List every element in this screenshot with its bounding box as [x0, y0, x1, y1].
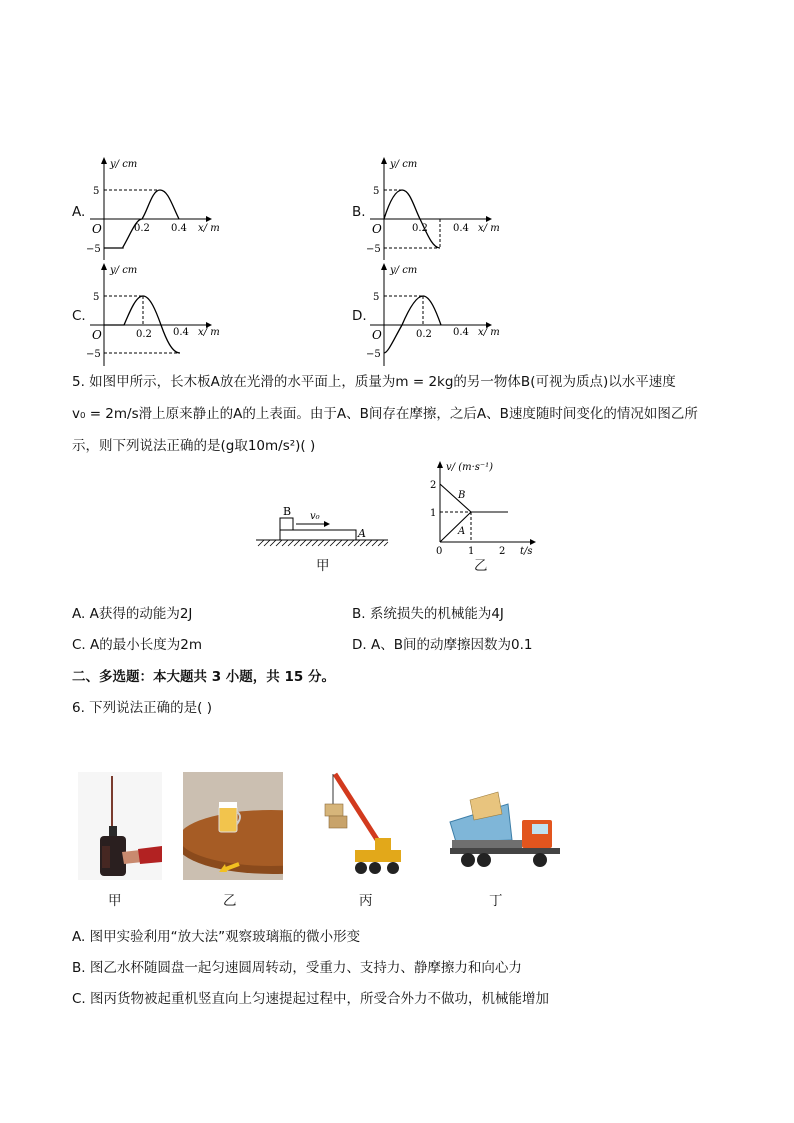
y-tick-neg5: −5: [366, 349, 381, 360]
option-d-label: D.: [352, 308, 367, 324]
x-axis-label: x/ m: [478, 327, 500, 338]
figure-yi-caption: 乙: [474, 558, 488, 574]
y-axis-label: y/ cm: [110, 159, 138, 170]
wave-graph-a: [86, 155, 236, 265]
section-2-heading: 二、多选题：本大题共 3 小题，共 15 分。: [72, 669, 335, 685]
y-tick-5: 5: [93, 186, 100, 197]
figure-yi-vt-graph: [420, 458, 550, 558]
origin-label: O: [372, 222, 382, 236]
option-b-label: B.: [352, 204, 366, 220]
x-tick-0-4: 0.4: [453, 327, 469, 338]
v-axis-label: v/ (m·s⁻¹): [446, 462, 494, 473]
origin-label: O: [92, 328, 102, 342]
y-tick-neg5: −5: [86, 244, 101, 255]
x-tick-0-4: 0.4: [171, 223, 187, 234]
q6-option-b: B. 图乙水杯随圆盘一起匀速圆周转动，受重力、支持力、静摩擦力和向心力: [72, 960, 522, 976]
q5-option-c: C. A的最小长度为2m: [72, 637, 202, 653]
y-tick-neg5: −5: [366, 244, 381, 255]
x-axis-label: x/ m: [478, 223, 500, 234]
x-tick-0-2: 0.2: [416, 329, 432, 340]
y-tick-neg5: −5: [86, 349, 101, 360]
photo-caption-jia: 甲: [108, 893, 122, 909]
wave-graph-b: [366, 155, 516, 265]
photo-bing-crane: [315, 768, 407, 880]
x-tick-0-2: 0.2: [136, 329, 152, 340]
y-axis-label: y/ cm: [390, 265, 418, 276]
x-axis-label: x/ m: [198, 327, 220, 338]
wave-graph-c: [86, 261, 236, 371]
photo-yi-turntable: [183, 772, 283, 880]
t-tick-2: 2: [499, 546, 506, 557]
x-tick-0-4: 0.4: [453, 223, 469, 234]
origin-label: O: [92, 222, 102, 236]
photo-caption-ding: 丁: [489, 893, 503, 909]
x-tick-0-2: 0.2: [412, 223, 428, 234]
v-tick-2: 2: [430, 480, 437, 491]
option-a-label: A.: [72, 204, 86, 220]
photo-caption-bing: 丙: [359, 893, 373, 909]
q5-option-d: D. A、B间的动摩擦因数为0.1: [352, 637, 533, 653]
line-a-label: A: [458, 526, 466, 537]
line-b-label: B: [458, 490, 466, 501]
v-tick-1: 1: [430, 508, 437, 519]
velocity-v0-label: v₀: [310, 511, 320, 522]
q6-option-c: C. 图丙货物被起重机竖直向上匀速提起过程中，所受合外力不做功，机械能增加: [72, 991, 550, 1007]
q5-stem-line1: 5. 如图甲所示，长木板A放在光滑的水平面上，质量为m = 2kg的另一物体B(可视为质点)以水平速度: [72, 374, 676, 390]
photo-caption-yi: 乙: [223, 893, 237, 909]
origin-label: O: [372, 328, 382, 342]
figure-jia-caption: 甲: [316, 558, 330, 574]
board-a-label: A: [358, 527, 366, 540]
q5-stem-line2: v₀ = 2m/s滑上原来静止的A的上表面。由于A、B间存在摩擦，之后A、B速度随时间变化的情况如图乙所: [72, 406, 698, 422]
y-axis-label: y/ cm: [110, 265, 138, 276]
q6-option-a: A. 图甲实验利用“放大法”观察玻璃瓶的微小形变: [72, 929, 361, 945]
q5-option-a: A. A获得的动能为2J: [72, 606, 193, 622]
x-tick-0-2: 0.2: [134, 223, 150, 234]
block-b-label: B: [283, 505, 292, 518]
y-axis-label: y/ cm: [390, 159, 418, 170]
photo-jia-bottle: [78, 772, 162, 880]
y-tick-5: 5: [373, 292, 380, 303]
origin-label: 0: [436, 546, 443, 557]
t-tick-1: 1: [468, 546, 475, 557]
y-tick-5: 5: [373, 186, 380, 197]
q5-option-b: B. 系统损失的机械能为4J: [352, 606, 504, 622]
x-axis-label: x/ m: [198, 223, 220, 234]
photo-ding-dump-truck: [448, 780, 564, 876]
t-axis-label: t/s: [520, 546, 533, 557]
q6-stem: 6. 下列说法正确的是( ): [72, 700, 212, 716]
q5-stem-line3: 示，则下列说法正确的是(g取10m/s²)( ): [72, 438, 316, 454]
option-c-label: C.: [72, 308, 86, 324]
x-tick-0-4: 0.4: [173, 327, 189, 338]
y-tick-5: 5: [93, 292, 100, 303]
wave-graph-d: [366, 261, 516, 371]
